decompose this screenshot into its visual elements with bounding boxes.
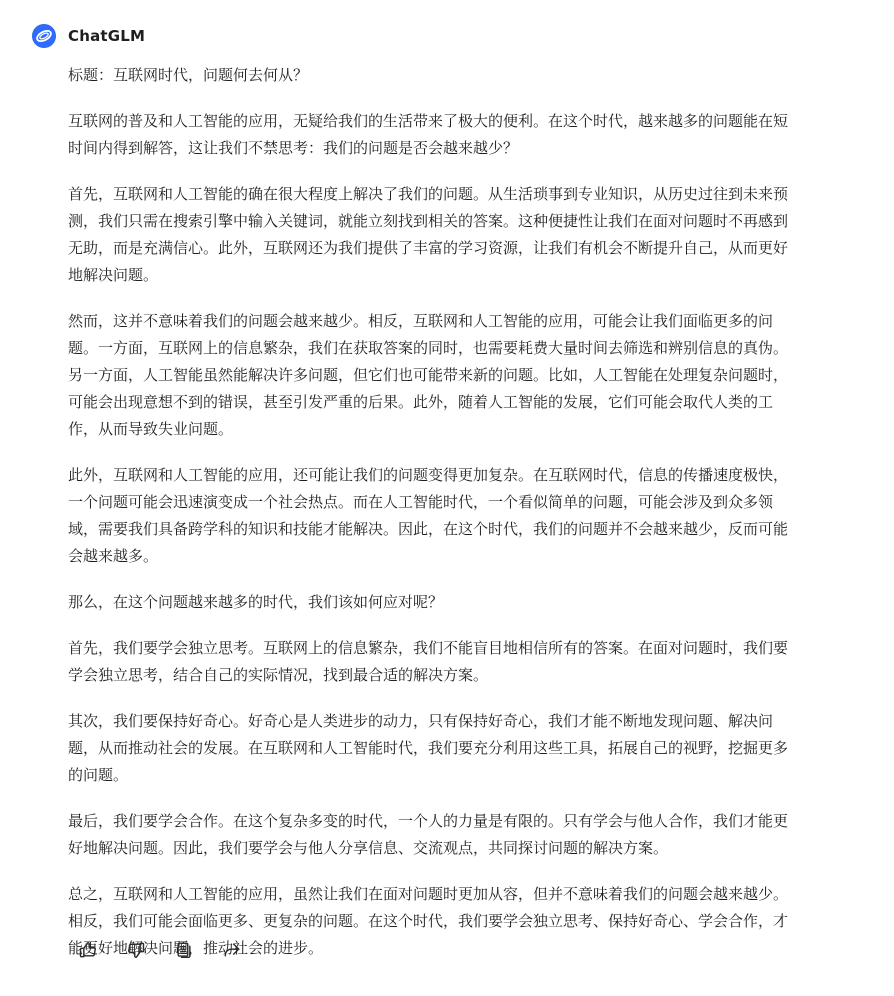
message-paragraph: 那么，在这个问题越来越多的时代，我们该如何应对呢？ [68, 593, 444, 611]
message-header [32, 24, 145, 48]
assistant-message [68, 62, 794, 981]
copy-button[interactable] [174, 940, 194, 960]
message-actions [78, 940, 242, 960]
message-paragraph: 首先，互联网和人工智能的确在很大程度上解决了我们的问题。从生活琐事到专业知识，从历史过往到未来预测，我们只需在搜索引擎中输入关键词，就能立刻找到相关的答案。这种便捷性让我们在面对问题时不再感到无助，而是充满信心。此外，互联网还为我们提供了丰富的学习资源，让我们有机会不断提升自己，从而更好地解决问题。 [68, 185, 789, 284]
share-button[interactable] [222, 940, 242, 960]
share-icon [222, 940, 242, 960]
thumbs-up-icon [78, 940, 98, 960]
chatglm-logo-glyph [32, 24, 56, 48]
copy-icon [174, 940, 194, 960]
thumbs-down-icon [126, 940, 146, 960]
message-title: 标题：互联网时代，问题何去何从？ [68, 66, 309, 84]
message-paragraph: 此外，互联网和人工智能的应用，还可能让我们的问题变得更加复杂。在互联网时代，信息的传播速度极快，一个问题可能会迅速演变成一个社会热点。而在人工智能时代，一个看似简单的问题，可能会涉及到众多领域，需要我们具备跨学科的知识和技能才能解决。因此，在这个时代，我们的问题并不会越来越少，反而可能会越来越多。 [68, 466, 789, 565]
message-paragraph: 总之，互联网和人工智能的应用，虽然让我们在面对问题时更加从容，但并不意味着我们的问题会越来越少。相反，我们可能会面临更多、更复杂的问题。在这个时代，我们要学会独立思考、保持好奇心、学会合作，才能更好地解决问题，推动社会的进步。 [68, 885, 789, 957]
thumbs-up-button[interactable] [78, 940, 98, 960]
message-paragraph: 首先，我们要学会独立思考。互联网上的信息繁杂，我们不能盲目地相信所有的答案。在面对问题时，我们要学会独立思考，结合自己的实际情况，找到最合适的解决方案。 [68, 639, 789, 684]
message-paragraph: 然而，这并不意味着我们的问题会越来越少。相反，互联网和人工智能的应用，可能会让我们面临更多的问题。一方面，互联网上的信息繁杂，我们在获取答案的同时，也需要耗费大量时间去筛选和辨别信息的真伪。另一方面，人工智能虽然能解决许多问题，但它们也可能带来新的问题。比如，人工智能在处理复杂问题时，可能会出现意想不到的错误，甚至引发严重的后果。此外，随着人工智能的发展，它们可能会取代人类的工作，从而导致失业问题。 [68, 312, 789, 438]
thumbs-down-button[interactable] [126, 940, 146, 960]
assistant-name: ChatGLM [68, 27, 146, 45]
message-paragraph: 互联网的普及和人工智能的应用，无疑给我们的生活带来了极大的便利。在这个时代，越来越多的问题能在短时间内得到解答，这让我们不禁思考：我们的问题是否会越来越少？ [68, 112, 789, 157]
message-paragraph: 其次，我们要保持好奇心。好奇心是人类进步的动力，只有保持好奇心，我们才能不断地发现问题、解决问题，从而推动社会的发展。在互联网和人工智能时代，我们要充分利用这些工具，拓展自己的视野，挖掘更多的问题。 [68, 712, 789, 784]
message-paragraph: 最后，我们要学会合作。在这个复杂多变的时代，一个人的力量是有限的。只有学会与他人合作，我们才能更好地解决问题。因此，我们要学会与他人分享信息、交流观点，共同探讨问题的解决方案。 [68, 812, 789, 857]
chatglm-logo-icon [32, 24, 56, 48]
